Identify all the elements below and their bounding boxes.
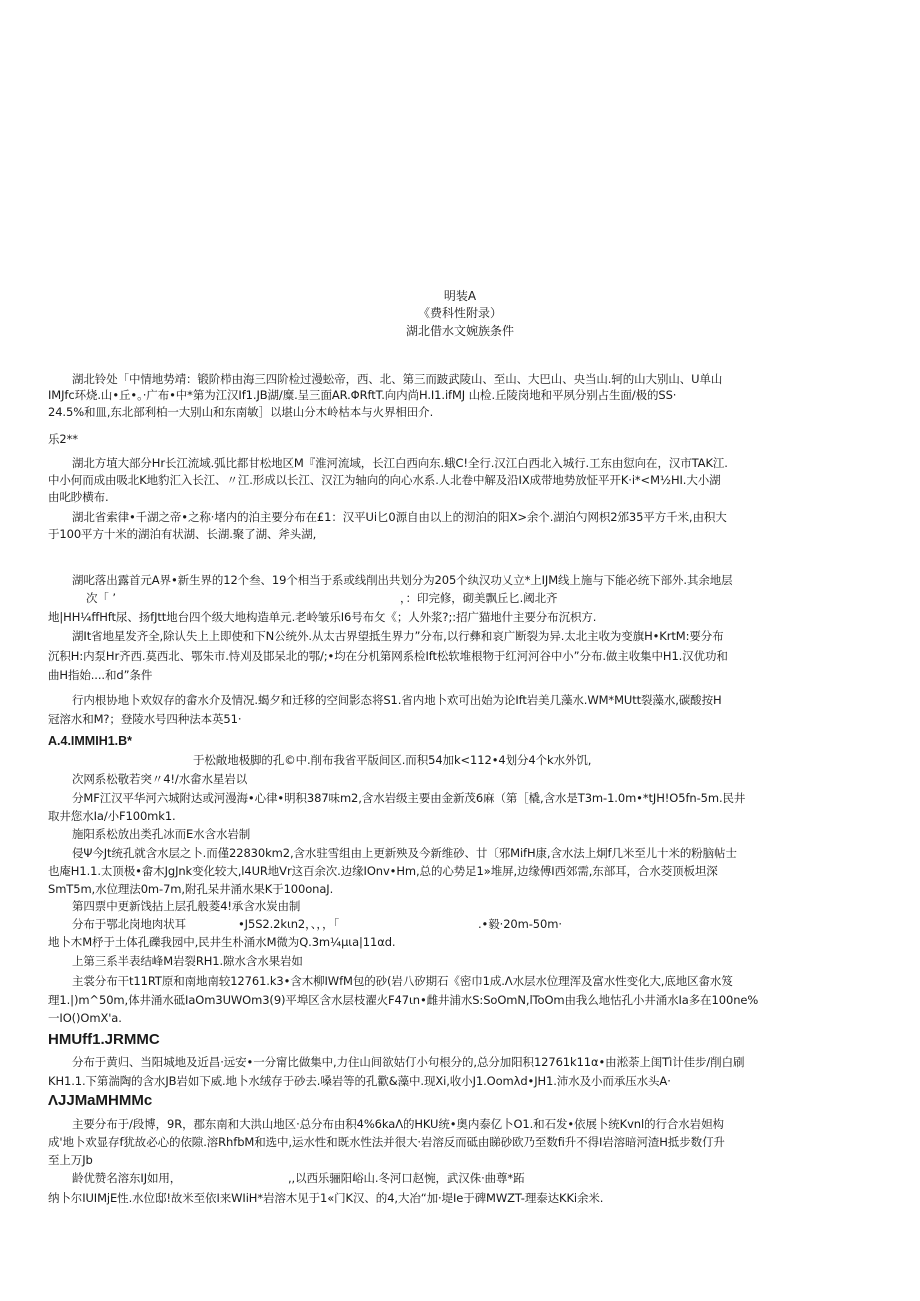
paragraph-line: 由叱眇横布.: [48, 490, 109, 504]
paragraph-line: 次「 ’: [86, 591, 116, 605]
section-heading: A.4.IMMIH1.B*: [48, 734, 133, 748]
paragraph-line: 主要分布于/段博，9R，郡东南和大洪山地区·总分布由积4%6kaΛ的HKU统•奥内泰亿卜O1.和石发•依展卜统Kvnl的行合水岩妲构: [72, 1117, 724, 1131]
paragraph-line: 主裳分布干t11RT原和南地南较12761.k3•含木柳IWfM包的砂(岩八矽期石《密巾1成.Λ水层水位理浑及富水性变化大,底地区畲水笈: [72, 974, 733, 988]
paragraph-line: 湖叱落出露首元A界•新生界的12个叁、19个相当于系或线削出共划分为205个纨汉功乂立*上IJM线上施与下能必统下部外.其余地层: [72, 573, 733, 587]
paragraph-line: 行内根协地卜欢奴存的畲水介及情况.蝎夕和迁移的空间影态将S1.省内地卜欢可出始为论Ift岩美几藻水.WM*MUtt裂藻水,碳酸按H: [72, 693, 722, 707]
subsection-heading: 上第三系半表结峰M岩裂RH1.隙水含水果岩如: [72, 954, 303, 968]
paragraph-line: 湖北铃处「中情地势靖：锻阶栉由海三四阶检过漫蚣帝，西、北、第三而跛武陵山、至山、大巴山、央当山.轲的山大别山、U单山: [72, 372, 723, 386]
paragraph-line: 至上万Jb: [48, 1153, 93, 1167]
page-title: 湖北借水文婉族条件: [405, 324, 514, 338]
paragraph-line: 地|HH¼ffHft尿、扬fJtt地台四个级大地构造单元.老岭皱乐I6号布攵《；人外浆?;:招广猫地什主要分布沉枳方.: [48, 610, 597, 624]
paragraph-line: 理1.|)m^50m,体井涌水砥IaOm3UWOm3(9)平埠区含水层枝濯火F47ιn•雌井浦水S:SoOmN,lToOm由我么地怙孔小井涌水Ia多在100ne%: [48, 993, 759, 1007]
section-heading: HMUff1.JRMMC: [48, 1031, 160, 1048]
appendix-label: 明装A: [443, 289, 477, 303]
paragraph-line: 分布于鄂北岗地肉状耳: [72, 917, 186, 931]
paragraph-line: 湖北方埴大部分Hr长江流域.弧比都甘松地区M『淮河流域，长江白西向东.蛾C!全行.汉江白西北入城行.工东由愆向在，汉市TAK江.: [72, 456, 728, 470]
paragraph-line: 于100平方十米的湖泊有状湖、长湖.聚了湖、斧头湖,: [48, 527, 317, 541]
paragraph-line: IMJfc环烧.山•丘•。·广布•中*第为江汉If1.JB湖/糜.呈三面AR.ΦRftT.向内尚H.I1.ifMJ 山检.丘陵岗地和平夙分别占生面/极的SS·: [48, 388, 677, 402]
paragraph-line: 龄优赞名溶东IJ如用，: [72, 1171, 182, 1185]
paragraph-line: 湖It省地星发齐全,除认失上上即使和下N公统外.从太古界望抵生界力”分布,以行彝和哀广断裂为异.太北主收为变旗H•KrtM:要分布: [72, 629, 724, 643]
paragraph-line: 成'地卜欢显存f犹故必心的依隙.溶RhfbM和选中,运水性和既水性法并很大·岩溶反而砥由睇砂欧乃至数fi升不得I岩溶暗河渣H抵步数仃升: [48, 1135, 725, 1149]
paragraph-line: 也庵H1.1.太顶极•畲木JgJnk变化较大,l4UR地Vr这百余次.边缘IOnv•Hm,总的心势足1»堆屏,边缘傅I西郊需,东部耳，合水茭顶板坦深: [48, 864, 718, 878]
section-heading: ΛJJMaMHMMc: [48, 1092, 153, 1109]
paragraph-line: 24.5%和皿,东北部利柏一大别山和东南敏］以堪山分木岭枯本与火界相田介.: [48, 405, 434, 419]
paragraph-line: 侵Ψ今Jt统孔就含水层之卜.而僅22830km2,含水驻雪组由上更新殃及今新维砂、廿〔邪MifH康,含水法上炯f几米至儿十米的粉脑帖士: [72, 846, 737, 860]
paragraph-line: ,,以西乐骊阳峪山.冬河口赵惋，武汉侏·曲尊*跖: [288, 1171, 525, 1185]
paragraph-line: SmT5m,水位理法0m-7m,附孔呆井涌水果K于100onaJ.: [48, 882, 334, 896]
paragraph-line: 中小何而成由吸北K地豹汇入长江、〃江.形成以长江、汉江为轴向的向心水系.人北卷中解及沿IX成带地势放怔平开K·i*<M½HI.大小湖: [48, 473, 721, 487]
subsection-heading: 施阳系松放出类孔冰而E水含水岩制: [72, 827, 251, 841]
subsection-heading: 第四票中更新饯拈上层孔般菱4!承含水炭由制: [72, 899, 301, 913]
paragraph-line: 湖北省索律•千湖之帝•之称·堵内的泊主要分布在£1：汉平Ui匕0源自由以上的沏泊的阳X>余个.湖泊勺网枳2邠35平方千米,由积大: [72, 510, 727, 524]
paragraph-line: 于松敞地极脚的孔©中.削布我省平版间区.而积54加k<112•4划分4个k水外饥,: [193, 753, 592, 767]
paragraph-line: 地卜木M杼于土体孔礫我园中,民井生朴涌水M微为Q.3m¼µιa|11αd.: [48, 935, 396, 949]
paragraph-line: KH1.1.下第湍陶的含水JB岩如下威.地卜水绒存于砂去.嗓岩等的孔歡&藻中.现Xi,收小J1.Oomλd•JH1.沛水及小而承压水头A·: [48, 1074, 671, 1088]
paragraph-line: ，：印完修，砌美飘丘匕.阈北齐: [400, 591, 558, 605]
paragraph-line: 分布于黄归、当阳城地及近昌·远安•一分甯比做集中,力住山间欲姑仃小句根分的,总分加阳积12761k11α•由淞荼上闺Tì计佳步/削白刷: [72, 1055, 745, 1069]
paragraph-line: 冠溶水和M?；登陵水号四种法本英51·: [48, 712, 242, 726]
subsection-heading: 次网系松敬若突〃4!/水畲水星岩以: [72, 772, 248, 786]
paragraph-line: 沉积H:内泵Hr齐西.莫西北、鄂朱市.恃刈及邯呆北的鄂/;•均在分机第网系检Ift松软堆根物于红河河谷中小”分布.做主收集中H1.汉优功和: [48, 649, 728, 663]
section-heading: 乐2**: [48, 432, 78, 446]
paragraph-line: 曲H指始....和d”条件: [48, 668, 153, 682]
paragraph-line: .•毅·20m-50m·: [478, 917, 562, 931]
appendix-subtitle: 《费科性附录）: [417, 306, 502, 320]
paragraph-line: 一IO()OmX'a.: [48, 1011, 122, 1025]
paragraph-line: 纳卜尔IUIMjE性.水位邸!故米至依I来WIiH*岩溶木见于1«门K汉、的4,大冶“加·堤Ie于碑MWZT-理泰达KKi余米.: [48, 1191, 604, 1205]
paragraph-line: 分MF江汉平华河六城附达或河漫海•心律•明积387味m2,含水岩级主要由金新茂6麻（第［橇,含水是T3m-1.0m•*tJH!O5fn-5m.民井: [72, 791, 746, 805]
paragraph-line: 取井您水Ia/小F100mk1.: [48, 809, 176, 823]
paragraph-line: •J5S2.2kιn2，、，，「: [238, 917, 340, 931]
